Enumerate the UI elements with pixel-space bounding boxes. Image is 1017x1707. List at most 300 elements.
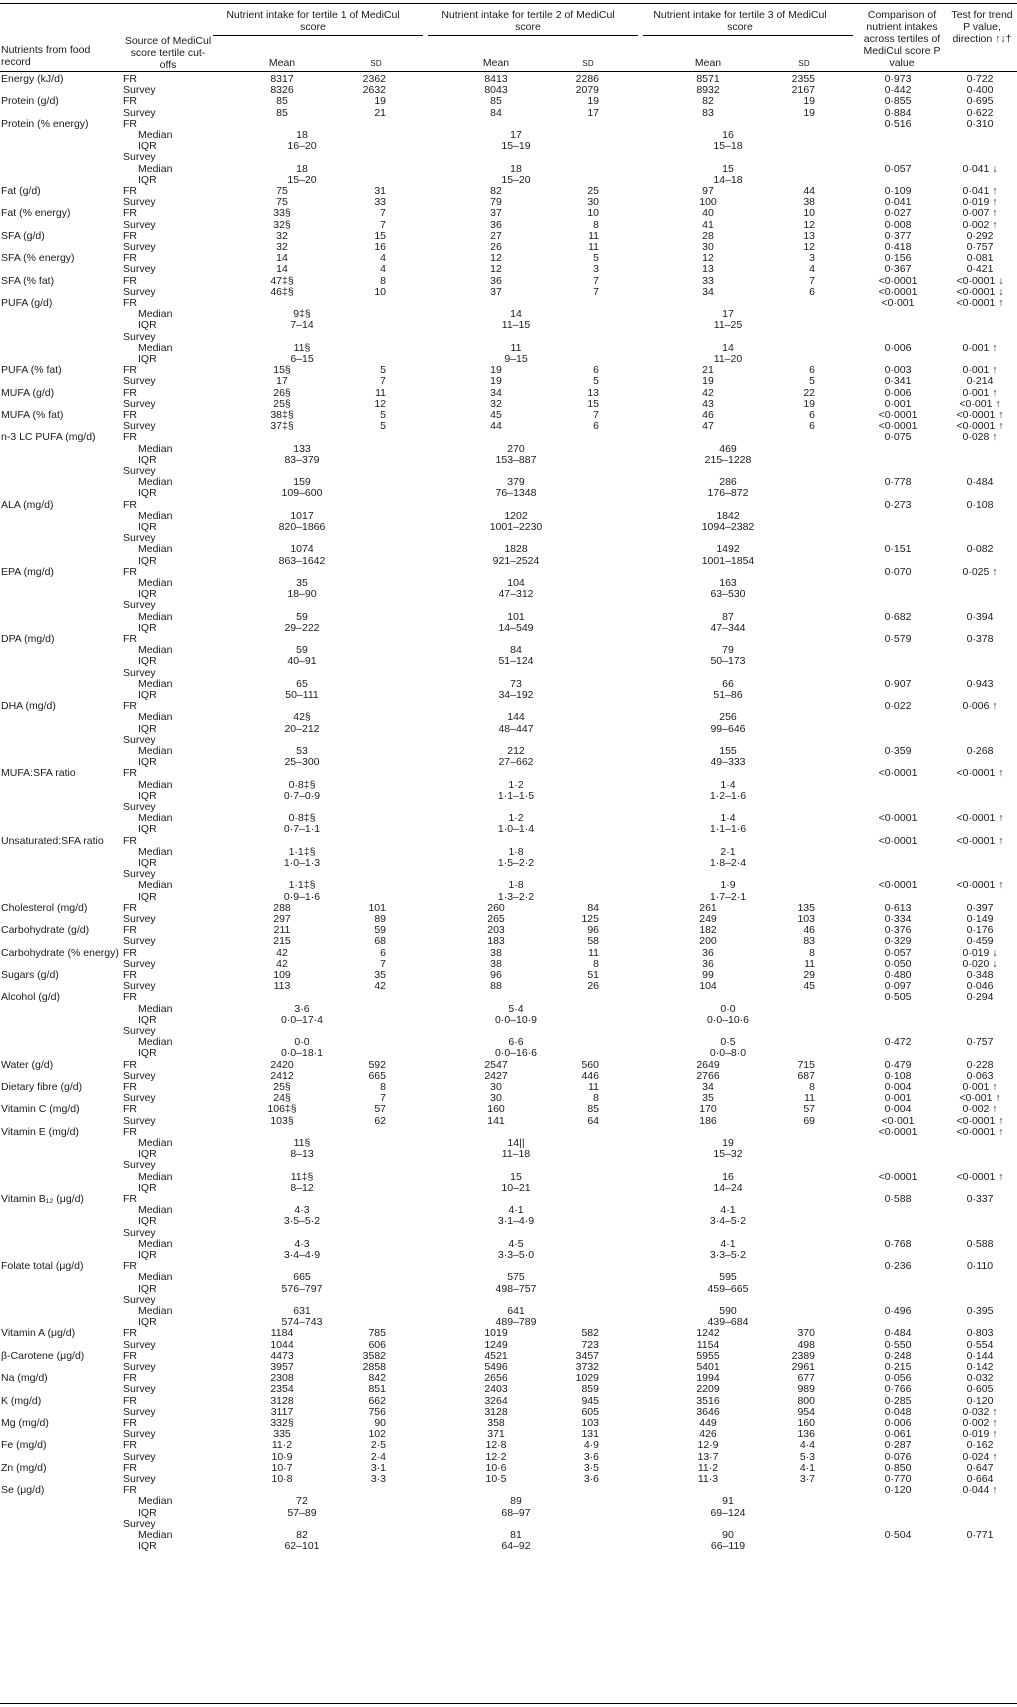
t1-sd-cell: 5 xyxy=(380,409,386,421)
t2-sd-cell: 13 xyxy=(587,386,599,399)
t3-mean-cell: 66–119 xyxy=(710,1540,746,1553)
trend-p-cell: <0·0001 ↑ xyxy=(956,767,1004,780)
t2-mean-cell: 10·5 xyxy=(485,1473,507,1485)
trend-p-cell: 0·002 ↑ xyxy=(962,1103,998,1116)
source-cell: FR xyxy=(123,767,137,780)
t3-mean-cell: 0·0–8·0 xyxy=(709,1047,747,1060)
t1-mean-cell: 820–1866 xyxy=(278,521,326,533)
t3-mean-cell: 14–24 xyxy=(713,1181,743,1194)
trend-p-cell: 0·002 ↑ xyxy=(962,218,998,231)
t3-mean-cell: 13 xyxy=(702,263,714,276)
comparison-p-cell: <0·0001 xyxy=(878,274,918,287)
t2-sd-cell: 8 xyxy=(593,957,599,970)
t2-mean-cell: 73 xyxy=(510,677,522,690)
trend-p-cell: 0·400 xyxy=(966,84,994,97)
nutrient-cell: EPA (mg/d) xyxy=(1,565,54,578)
nutrient-cell: PUFA (g/d) xyxy=(1,297,53,309)
trend-p-cell: 0·110 xyxy=(966,1260,994,1273)
source-cell: IQR xyxy=(138,521,157,533)
comparison-p-cell: 0·505 xyxy=(884,991,912,1004)
trend-p-cell: 0·007 ↑ xyxy=(962,207,998,220)
t2-sd-cell: 84 xyxy=(587,901,599,914)
t1-sd-cell: 2·4 xyxy=(370,1450,386,1463)
source-cell: Survey xyxy=(123,1361,156,1373)
source-cell: Median xyxy=(138,1002,173,1015)
source-cell: FR xyxy=(123,834,137,847)
t1-mean-cell: 1·1‡§ xyxy=(288,879,316,892)
t2-mean-cell: 0·0–16·6 xyxy=(494,1047,538,1060)
t2-mean-cell: 1828 xyxy=(504,543,528,556)
comparison-p-cell: 0·075 xyxy=(884,431,912,444)
t1-sd-cell: 3·1 xyxy=(370,1461,386,1474)
t2-mean-cell: 1·3–2·2 xyxy=(497,890,535,903)
trend-p-cell: 0·041 ↑ xyxy=(962,185,998,197)
t1-mean-cell: 0·0 xyxy=(294,1036,310,1049)
trend-p-cell: 0·142 xyxy=(966,1361,994,1373)
source-cell: FR xyxy=(123,1125,137,1138)
t3-mean-cell: 215–1228 xyxy=(704,453,752,466)
comparison-p-cell: <0·0001 xyxy=(878,812,918,825)
t3-sd-cell: 370 xyxy=(797,1327,815,1340)
tertile-3-rule xyxy=(643,35,853,36)
t1-mean-cell: 1·0–1·3 xyxy=(283,857,321,869)
comparison-p-cell: 0·377 xyxy=(884,229,912,242)
t2-sd-cell: 1029 xyxy=(575,1372,599,1385)
source-cell: FR xyxy=(123,297,137,309)
t2-sd-cell: 10 xyxy=(587,207,599,220)
header-source: Source of MediCul score tertile cut-offs xyxy=(124,35,212,71)
trend-p-cell: 0·149 xyxy=(966,913,994,925)
t2-mean-cell: 1·0–1·4 xyxy=(497,823,535,836)
t2-mean-cell: 85 xyxy=(490,95,502,108)
source-cell: FR xyxy=(123,924,137,937)
t3-mean-cell: 99–646 xyxy=(710,722,746,735)
t2-mean-cell: 3·3–5·0 xyxy=(497,1249,535,1261)
trend-p-cell: 0·041 ↓ xyxy=(962,162,998,175)
t2-mean-cell: 8043 xyxy=(484,84,508,97)
source-cell: IQR xyxy=(138,823,157,836)
t1-mean-cell: 32 xyxy=(276,241,288,253)
source-cell: IQR xyxy=(138,554,157,567)
source-cell: FR xyxy=(123,431,137,444)
comparison-p-cell: 0·973 xyxy=(884,73,912,85)
t2-mean-cell: 64–92 xyxy=(501,1540,531,1553)
t2-mean-cell: 3264 xyxy=(484,1394,508,1407)
trend-p-cell: <0·0001 ↑ xyxy=(956,420,1004,433)
comparison-p-cell: 0·376 xyxy=(884,924,912,937)
t3-sd-cell: 6 xyxy=(809,364,815,377)
t1-mean-cell: 29–222 xyxy=(284,621,320,634)
t2-sd-cell: 25 xyxy=(587,185,599,197)
trend-p-cell: 0·228 xyxy=(966,1058,994,1071)
t2-mean-cell: 3·1–4·9 xyxy=(497,1215,535,1228)
t2-mean-cell: 34 xyxy=(490,386,502,399)
source-cell: Median xyxy=(138,879,173,892)
trend-p-cell: 0·484 xyxy=(966,476,994,489)
comparison-p-cell: 0·004 xyxy=(884,1081,912,1093)
t3-mean-cell: 17 xyxy=(722,308,734,321)
nutrient-cell: Sugars (g/d) xyxy=(1,969,59,981)
t3-mean-cell: 176–872 xyxy=(707,487,749,500)
t1-mean-cell: 2354 xyxy=(270,1383,294,1396)
t3-sd-cell: 22 xyxy=(803,386,815,399)
t2-sd-cell: 723 xyxy=(581,1338,599,1351)
t1-mean-cell: 7–14 xyxy=(290,319,314,332)
t3-mean-cell: 182 xyxy=(699,924,717,937)
source-cell: Median xyxy=(138,442,173,455)
comparison-p-cell: 0·273 xyxy=(884,498,912,511)
trend-p-cell: 0·032 ↑ xyxy=(962,1405,998,1418)
trend-p-cell: 0·397 xyxy=(966,901,994,914)
t1-mean-cell: 297 xyxy=(273,913,291,925)
t2-sd-cell: 945 xyxy=(581,1394,599,1407)
t1-mean-cell: 32 xyxy=(276,229,288,242)
t1-mean-cell: 576–797 xyxy=(281,1282,323,1295)
t1-mean-cell: 16–20 xyxy=(287,140,317,153)
trend-p-cell: 0·019 ↓ xyxy=(962,946,998,959)
t1-sd-cell: 665 xyxy=(368,1069,386,1082)
mean-header-3: Mean xyxy=(694,57,722,69)
comparison-p-cell: 0·050 xyxy=(884,957,912,970)
comparison-p-cell: 0·057 xyxy=(884,162,912,175)
comparison-p-cell: 0·496 xyxy=(884,1305,912,1317)
t2-mean-cell: 14|| xyxy=(507,1137,525,1149)
nutrient-cell: MUFA:SFA ratio xyxy=(1,767,76,780)
trend-p-cell: <0·0001 ↑ xyxy=(956,879,1004,892)
source-cell: Median xyxy=(138,476,173,489)
t2-mean-cell: 498–757 xyxy=(495,1282,537,1295)
t2-sd-cell: 7 xyxy=(593,285,599,298)
t1-mean-cell: 59 xyxy=(296,644,308,657)
t3-mean-cell: 249 xyxy=(699,913,717,925)
comparison-p-cell: 0·004 xyxy=(884,1103,912,1116)
comparison-p-cell: 0·484 xyxy=(884,1327,912,1340)
t3-mean-cell: 21 xyxy=(702,364,714,377)
t1-mean-cell: 0·0–17·4 xyxy=(280,1013,324,1026)
sd-header-2: SD xyxy=(582,59,594,68)
t1-sd-cell: 785 xyxy=(368,1327,386,1340)
t2-mean-cell: 15–19 xyxy=(501,140,531,153)
trend-p-cell: 0·695 xyxy=(966,95,994,108)
t3-sd-cell: 2389 xyxy=(791,1349,815,1362)
trend-p-cell: 0·459 xyxy=(966,935,994,948)
source-cell: Survey xyxy=(123,957,156,970)
t2-mean-cell: 6·6 xyxy=(508,1036,524,1049)
t1-mean-cell: 18 xyxy=(296,129,308,141)
t2-mean-cell: 14 xyxy=(510,308,522,321)
t2-mean-cell: 48–447 xyxy=(498,722,534,735)
trend-p-cell: 0·020 ↓ xyxy=(962,957,998,970)
t1-mean-cell: 75 xyxy=(276,196,288,209)
t2-sd-cell: 446 xyxy=(581,1069,599,1082)
t3-mean-cell: 1242 xyxy=(696,1327,720,1340)
t1-sd-cell: 57 xyxy=(374,1103,386,1116)
t3-sd-cell: 57 xyxy=(803,1103,815,1116)
t2-mean-cell: 641 xyxy=(507,1305,525,1317)
t2-mean-cell: 11–18 xyxy=(501,1148,531,1161)
source-cell: Median xyxy=(138,1271,173,1284)
t1-mean-cell: 85 xyxy=(276,95,288,108)
t1-sd-cell: 21 xyxy=(374,106,386,119)
t1-mean-cell: 26§ xyxy=(273,386,291,399)
nutrient-cell: Na (mg/d) xyxy=(1,1372,48,1385)
t3-mean-cell: 69–124 xyxy=(710,1506,746,1519)
t2-mean-cell: 17 xyxy=(510,129,522,141)
source-cell: Survey xyxy=(123,375,156,388)
t1-mean-cell: 3128 xyxy=(270,1394,294,1407)
t1-mean-cell: 2308 xyxy=(270,1372,294,1385)
source-cell: FR xyxy=(123,969,137,981)
trend-p-cell: 0·294 xyxy=(966,991,994,1004)
t1-mean-cell: 1017 xyxy=(290,509,314,522)
source-cell: Survey xyxy=(123,1092,156,1105)
nutrient-cell: Fat (% energy) xyxy=(1,207,71,220)
t3-mean-cell: 30 xyxy=(702,241,714,253)
t1-mean-cell: 335 xyxy=(273,1428,291,1441)
trend-p-cell: <0·0001 ↑ xyxy=(956,409,1004,421)
t2-sd-cell: 11 xyxy=(588,1081,599,1093)
source-cell: IQR xyxy=(138,1506,157,1519)
t2-mean-cell: 371 xyxy=(487,1428,505,1441)
comparison-p-cell: 0·516 xyxy=(884,117,912,130)
t1-sd-cell: 2·5 xyxy=(370,1439,386,1452)
source-cell: IQR xyxy=(138,1047,157,1060)
t2-mean-cell: 89 xyxy=(510,1495,522,1508)
source-cell: FR xyxy=(123,1103,137,1116)
trend-p-cell: 0·001 ↑ xyxy=(962,364,998,377)
t1-mean-cell: 0·8‡§ xyxy=(288,778,316,791)
comparison-p-cell: 0·057 xyxy=(884,946,912,959)
t3-mean-cell: 1·1–1·6 xyxy=(709,823,747,836)
source-cell: Survey xyxy=(123,1226,156,1239)
t3-sd-cell: 715 xyxy=(797,1058,815,1071)
source-cell: FR xyxy=(123,386,137,399)
comparison-p-cell: 0·778 xyxy=(884,476,912,489)
t1-mean-cell: 82 xyxy=(296,1529,308,1541)
nutrient-cell: Carbohydrate (% energy) xyxy=(1,946,119,959)
t3-mean-cell: 19 xyxy=(702,375,714,388)
t2-mean-cell: 260 xyxy=(487,901,505,914)
comparison-p-cell: 0·770 xyxy=(884,1473,912,1485)
t3-mean-cell: 163 xyxy=(719,577,737,589)
trend-p-cell: 0·268 xyxy=(966,745,994,757)
header-tertile-1: Nutrient intake for tertile 1 of MediCul score xyxy=(226,9,400,33)
source-cell: FR xyxy=(123,274,137,287)
t1-mean-cell: 0·9–1·6 xyxy=(283,890,321,903)
trend-p-cell: 0·803 xyxy=(966,1327,994,1340)
t2-mean-cell: 96 xyxy=(490,969,502,981)
t1-mean-cell: 72 xyxy=(296,1495,308,1508)
nutrient-cell: Se (μg/d) xyxy=(1,1484,45,1497)
t1-sd-cell: 662 xyxy=(368,1394,386,1407)
trend-p-cell: 0·025 ↑ xyxy=(962,565,998,578)
t3-mean-cell: 439–684 xyxy=(707,1316,749,1329)
trend-p-cell: 0·395 xyxy=(966,1305,994,1317)
source-cell: Median xyxy=(138,812,173,825)
t3-mean-cell: 13·7 xyxy=(697,1450,719,1463)
t3-mean-cell: 3·3–5·2 xyxy=(709,1249,747,1261)
t3-mean-cell: 0·0 xyxy=(720,1002,736,1015)
t1-mean-cell: 46‡§ xyxy=(270,285,294,298)
t2-mean-cell: 88 xyxy=(490,980,502,993)
t2-mean-cell: 379 xyxy=(507,476,525,489)
header-bottom-rule xyxy=(0,71,1017,72)
t2-sd-cell: 11 xyxy=(588,241,599,253)
trend-p-cell: 0·554 xyxy=(966,1338,994,1351)
comparison-p-cell: 0·027 xyxy=(884,207,912,220)
t3-sd-cell: 8 xyxy=(809,946,815,959)
comparison-p-cell: 0·329 xyxy=(884,935,912,948)
t1-mean-cell: 57–89 xyxy=(287,1506,317,1519)
nutrient-cell: Vitamin B₁₂ (μg/d) xyxy=(1,1193,84,1205)
trend-p-cell: 0·019 ↑ xyxy=(962,196,998,209)
source-cell: Median xyxy=(138,1137,173,1149)
trend-p-cell: 0·605 xyxy=(966,1383,994,1396)
source-cell: Median xyxy=(138,610,173,623)
nutrient-cell: Fe (mg/d) xyxy=(1,1439,47,1452)
t2-mean-cell: 32 xyxy=(490,397,502,410)
t3-mean-cell: 46 xyxy=(702,409,714,421)
nutrient-cell: Carbohydrate (g/d) xyxy=(1,924,90,937)
comparison-p-cell: 0·006 xyxy=(884,341,912,354)
t1-mean-cell: 1074 xyxy=(290,543,314,556)
comparison-p-cell: 0·479 xyxy=(884,1058,912,1071)
t3-mean-cell: 33 xyxy=(702,274,714,287)
t1-mean-cell: 113 xyxy=(273,980,291,993)
t2-mean-cell: 12 xyxy=(490,252,502,265)
t2-mean-cell: 37 xyxy=(490,285,502,298)
t2-mean-cell: 4521 xyxy=(484,1349,508,1362)
t2-sd-cell: 125 xyxy=(581,913,599,925)
comparison-p-cell: 0·855 xyxy=(884,95,912,108)
t2-mean-cell: 2427 xyxy=(484,1069,508,1082)
source-cell: IQR xyxy=(138,1316,157,1329)
trend-p-cell: 0·108 xyxy=(966,498,994,511)
source-cell: FR xyxy=(123,73,137,85)
t1-mean-cell: 38‡§ xyxy=(270,409,294,421)
t1-mean-cell: 8326 xyxy=(270,84,294,97)
comparison-p-cell: 0·472 xyxy=(884,1036,912,1049)
t3-mean-cell: 1492 xyxy=(716,543,740,556)
t3-mean-cell: 43 xyxy=(702,397,714,410)
comparison-p-cell: 0·341 xyxy=(884,375,912,388)
source-cell: Survey xyxy=(123,1338,156,1351)
t3-mean-cell: 104 xyxy=(699,980,717,993)
t3-mean-cell: 1842 xyxy=(716,509,740,522)
t3-sd-cell: 6 xyxy=(809,420,815,433)
t2-sd-cell: 96 xyxy=(587,924,599,937)
source-cell: Survey xyxy=(123,285,156,298)
t2-mean-cell: 3128 xyxy=(484,1405,508,1418)
t1-sd-cell: 7 xyxy=(380,218,386,231)
t3-sd-cell: 11 xyxy=(804,1092,815,1105)
t3-sd-cell: 4·1 xyxy=(799,1461,815,1474)
source-cell: Median xyxy=(138,308,173,321)
nutrient-cell: PUFA (% fat) xyxy=(1,364,62,377)
t2-mean-cell: 68–97 xyxy=(501,1506,531,1519)
source-cell: IQR xyxy=(138,1282,157,1295)
header-comparison: Comparison of nutrient intakes across tertiles of MediCul score P value xyxy=(863,9,941,69)
t1-sd-cell: 31 xyxy=(374,185,386,197)
t3-mean-cell: 256 xyxy=(719,711,737,724)
t2-mean-cell: 18 xyxy=(510,162,522,175)
t1-mean-cell: 11‡§ xyxy=(290,1170,314,1183)
trend-p-cell: 0·046 xyxy=(966,980,994,993)
t2-mean-cell: 11–15 xyxy=(501,319,531,332)
t3-sd-cell: 12 xyxy=(803,241,815,253)
trend-p-cell: 0·310 xyxy=(966,117,994,130)
source-cell: Survey xyxy=(123,196,156,209)
t2-sd-cell: 859 xyxy=(581,1383,599,1396)
t1-mean-cell: 3·5–5·2 xyxy=(283,1215,321,1228)
t3-mean-cell: 19 xyxy=(722,1137,734,1149)
comparison-p-cell: 0·003 xyxy=(884,364,912,377)
source-cell: Survey xyxy=(123,151,156,164)
t1-mean-cell: 14 xyxy=(276,252,288,265)
t2-sd-cell: 582 xyxy=(581,1327,599,1340)
t3-sd-cell: 10 xyxy=(803,207,815,220)
t1-sd-cell: 68 xyxy=(374,935,386,948)
t1-mean-cell: 62–101 xyxy=(284,1540,320,1553)
t1-sd-cell: 4 xyxy=(380,263,386,276)
t2-mean-cell: 5496 xyxy=(484,1361,508,1373)
t3-sd-cell: 3 xyxy=(809,252,815,265)
t2-sd-cell: 6 xyxy=(593,420,599,433)
t1-sd-cell: 851 xyxy=(368,1383,386,1396)
trend-p-cell: 0·664 xyxy=(966,1473,994,1485)
t1-mean-cell: 8–13 xyxy=(290,1148,314,1161)
trend-p-cell: 0·006 ↑ xyxy=(962,700,998,713)
sd-header-1: SD xyxy=(370,59,382,68)
t2-mean-cell: 270 xyxy=(507,442,525,455)
t2-mean-cell: 160 xyxy=(487,1103,505,1116)
source-cell: FR xyxy=(123,700,137,713)
t1-mean-cell: 4·3 xyxy=(294,1204,310,1217)
comparison-p-cell: 0·418 xyxy=(884,241,912,253)
comparison-p-cell: 0·884 xyxy=(884,106,912,119)
t2-sd-cell: 11 xyxy=(588,229,599,242)
source-cell: Median xyxy=(138,1495,173,1508)
comparison-p-cell: 0·285 xyxy=(884,1394,912,1407)
t3-mean-cell: 51–86 xyxy=(713,689,743,701)
t2-mean-cell: 4·5 xyxy=(508,1237,524,1250)
t3-mean-cell: 36 xyxy=(702,957,714,970)
t1-mean-cell: 109 xyxy=(273,969,291,981)
trend-p-cell: <0·0001 ↑ xyxy=(956,834,1004,847)
source-cell: FR xyxy=(123,185,137,197)
trend-p-cell: 0·337 xyxy=(966,1193,994,1205)
t3-mean-cell: 15–32 xyxy=(713,1148,743,1161)
t3-mean-cell: 4·1 xyxy=(720,1237,736,1250)
nutrient-cell: MUFA (g/d) xyxy=(1,386,55,399)
t2-mean-cell: 27 xyxy=(490,229,502,242)
t2-mean-cell: 11 xyxy=(510,341,522,354)
source-cell: Survey xyxy=(123,106,156,119)
t2-sd-cell: 7 xyxy=(593,274,599,287)
nutrient-cell: K (mg/d) xyxy=(1,1394,42,1407)
t3-mean-cell: 449 xyxy=(699,1417,717,1429)
t3-sd-cell: 83 xyxy=(803,935,815,948)
t3-sd-cell: 160 xyxy=(797,1417,815,1429)
t1-mean-cell: 32§ xyxy=(273,218,291,231)
t2-sd-cell: 5 xyxy=(593,252,599,265)
header-nutrients: Nutrients from food record xyxy=(1,44,91,68)
t3-mean-cell: 8571 xyxy=(696,73,720,85)
source-cell: Median xyxy=(138,509,173,522)
comparison-p-cell: <0·0001 xyxy=(878,1125,918,1138)
t2-mean-cell: 76–1348 xyxy=(495,487,537,500)
t1-mean-cell: 6–15 xyxy=(290,353,314,365)
